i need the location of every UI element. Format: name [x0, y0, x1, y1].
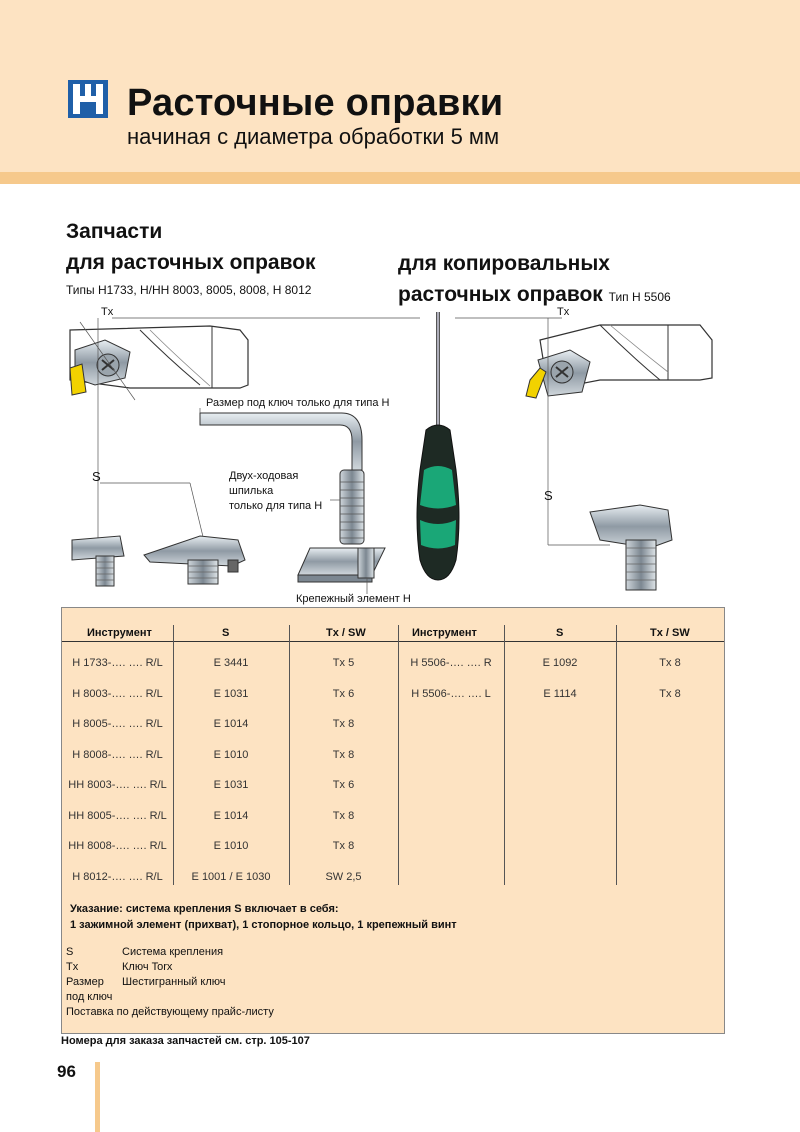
types-left: Типы H1733, H/HH 8003, 8005, 8008, H 8012 — [66, 283, 312, 297]
legend-row — [66, 945, 274, 960]
table-cell: E 3441 — [213, 657, 249, 669]
fastener-h — [298, 548, 385, 594]
section-heading-left — [66, 216, 316, 278]
col-header-s-right: S — [556, 627, 564, 639]
legend-key: Tx — [66, 961, 79, 973]
fastener-label: Крепежный элемент H — [296, 593, 411, 605]
table-cell: Tx 5 — [332, 657, 355, 669]
footnote: Номера для заказа запчастей см. стр. 105-107 — [61, 1035, 310, 1047]
legend-row — [66, 975, 274, 990]
legend-value: Шестигранный ключ — [122, 976, 226, 988]
table-cell: Tx 6 — [332, 779, 355, 791]
col-header-tool-right: Инструмент — [412, 627, 477, 639]
s-label-left: S — [92, 469, 101, 484]
legend-value: Ключ Torx — [122, 961, 173, 973]
legend-key: Размер — [66, 976, 104, 988]
col-header-s-left: S — [222, 627, 230, 639]
header-rule — [62, 641, 724, 642]
hex-key — [200, 408, 362, 470]
table-note — [70, 901, 457, 933]
page-title: Расточные оправки — [127, 82, 504, 124]
section-left-line2: для расточных оправок — [66, 251, 316, 274]
table-cell: E 1001 / E 1030 — [191, 870, 271, 883]
boring-bar-left — [70, 318, 248, 545]
note-line1: Указание: система крепления S включает в себя: — [70, 903, 339, 915]
clamp-middle — [144, 536, 245, 584]
clamp-right — [590, 505, 672, 590]
header-stripe — [0, 172, 800, 184]
table-cell: E 1031 — [213, 779, 249, 791]
section-right-line2: расточных оправок — [398, 283, 603, 306]
types-right: Тип H 5506 — [608, 290, 671, 304]
page-marker-bar — [95, 1062, 100, 1132]
page-subtitle: начиная с диаметра обработки 5 мм — [127, 124, 500, 149]
table-cell: E 1010 — [213, 840, 249, 852]
stud-label-line1: Двух-ходовая — [229, 470, 299, 482]
note-line2: 1 зажимной элемент (прихват), 1 стопорное кольцо, 1 крепежный винт — [70, 919, 457, 931]
table-cell: H 5506-…. …. L — [411, 687, 491, 700]
double-ended-stud — [330, 470, 364, 544]
col-header-tx-right: Tx / SW — [650, 627, 690, 639]
table-cell: Tx 8 — [659, 657, 681, 669]
col-header-tool-left: Инструмент — [87, 627, 152, 639]
table-cell: E 1014 — [213, 718, 249, 730]
table-cell: E 1092 — [542, 657, 578, 669]
page-number: 96 — [57, 1062, 76, 1081]
table-cell: E 1010 — [213, 748, 249, 761]
table-cell: E 1014 — [213, 809, 249, 822]
section-left-line1: Запчасти — [66, 220, 163, 243]
table-cell: H 8005-…. …. R/L — [72, 718, 163, 730]
table-cell: HH 8003-…. …. R/L — [68, 779, 167, 791]
legend-row — [66, 960, 274, 975]
table-cell: E 1114 — [543, 687, 577, 700]
table-cell: H 8012-…. …. R/L — [72, 870, 163, 883]
table-cell: H 8008-…. …. R/L — [72, 748, 163, 761]
table-cell: Tx 8 — [332, 718, 355, 730]
table-cell: SW 2,5 — [325, 870, 362, 883]
legend-value: Система крепления — [122, 946, 224, 958]
table-cell: H 1733-…. …. R/L — [72, 657, 163, 669]
col-header-tx-left: Tx / SW — [326, 627, 366, 639]
parts-illustration — [0, 300, 800, 605]
tx-label-right: Tx — [557, 306, 570, 318]
parts-table — [61, 607, 725, 1034]
table-cell: HH 8008-…. …. R/L — [68, 840, 167, 852]
table-cell: H 8003-…. …. R/L — [72, 687, 163, 700]
s-label-right: S — [544, 488, 553, 503]
wrench-size-label: Размер под ключ только для типа H — [206, 397, 390, 409]
table-cell: H 5506-…. …. R — [410, 657, 492, 669]
stud-label — [229, 469, 322, 514]
table-cell: Tx 8 — [332, 840, 355, 852]
tx-label-left: Tx — [101, 306, 114, 318]
stud-label-line3: только для типа H — [229, 500, 323, 512]
supply-note: Поставка по действующему прайс-листу — [66, 1006, 274, 1018]
table-cell: Tx 8 — [332, 748, 355, 761]
table-cell: E 1031 — [213, 687, 249, 700]
torx-screwdriver — [417, 312, 459, 580]
clamp-left — [72, 483, 205, 586]
legend-key: S — [66, 946, 74, 958]
section-right-line1: для копировальных — [398, 252, 610, 275]
table-cell: Tx 8 — [659, 687, 681, 700]
legend-row — [66, 990, 274, 1005]
stud-label-line2: шпилька — [229, 485, 274, 497]
legend — [66, 945, 274, 1020]
legend-key: под ключ — [66, 991, 113, 1003]
brand-logo-icon — [68, 80, 108, 118]
table-cell: Tx 8 — [332, 809, 355, 822]
table-cell: Tx 6 — [332, 687, 355, 700]
table-cell: HH 8005-…. …. R/L — [68, 809, 167, 822]
